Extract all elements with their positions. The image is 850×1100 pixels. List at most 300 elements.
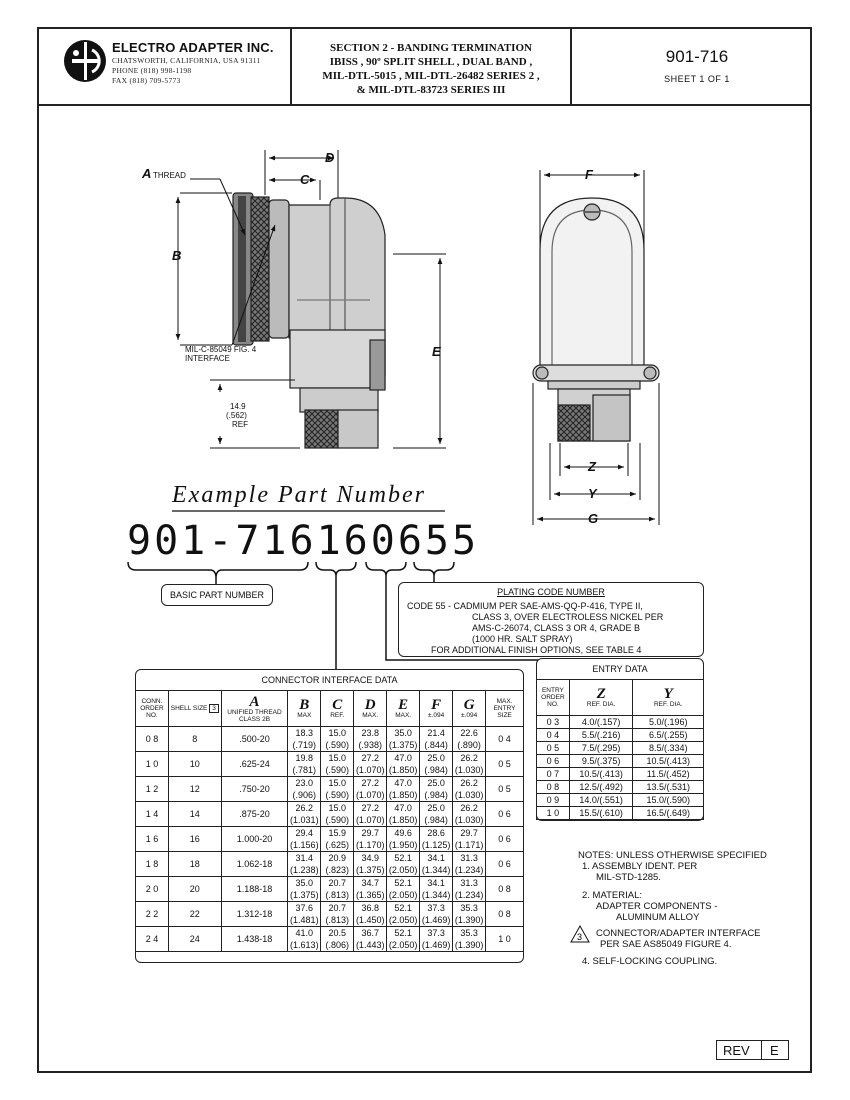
table-title: CONNECTOR INTERFACE DATA — [261, 675, 398, 685]
cell-in: (1.613) — [290, 940, 319, 950]
cell-mm: 23.0 — [295, 778, 314, 788]
cell — [420, 902, 453, 927]
cell-mm: 36.8 — [361, 903, 379, 913]
cell: 1.438-18 — [221, 927, 288, 952]
cell: 11.5/(.452) — [633, 768, 704, 781]
cell-in: (.719) — [292, 740, 317, 750]
cell-in: (1.469) — [421, 940, 451, 950]
note-line: 4. SELF-LOCKING COUPLING. — [582, 956, 718, 967]
cell — [288, 877, 321, 902]
cell-mm: 21.4 — [427, 728, 445, 738]
cell-mm: 41.0 — [295, 928, 314, 938]
cell-in: (2.050) — [388, 865, 418, 875]
table-row — [136, 752, 524, 777]
cell-mm: 25.0 — [427, 778, 445, 788]
cell-mm: 26.2 — [460, 753, 478, 763]
cell-mm: 15.9 — [328, 828, 347, 838]
cell-in: (1.450) — [355, 915, 385, 925]
cell-in: (.781) — [292, 765, 317, 775]
cell: 0 4 — [537, 729, 570, 742]
cell — [354, 902, 387, 927]
cell-mm: 15.0 — [328, 803, 347, 813]
cell-in: (.984) — [424, 790, 448, 800]
cell-in: (.590) — [325, 765, 350, 775]
plating-code-box — [398, 582, 704, 657]
col-letter: C — [332, 697, 343, 713]
table-row — [136, 852, 524, 877]
col-b-header — [288, 691, 321, 727]
cell-in: (1.850) — [388, 790, 418, 800]
table-row — [537, 807, 704, 820]
cell — [420, 777, 453, 802]
cell-in: (1.850) — [388, 815, 418, 825]
cell-mm: 36.7 — [361, 928, 379, 938]
note-line: CONNECTOR/ADAPTER INTERFACE — [596, 928, 761, 939]
ref-dim: 14.9 — [230, 402, 246, 411]
table-row — [136, 877, 524, 902]
cell-mm: 26.2 — [295, 803, 314, 813]
cell: 12 — [168, 777, 221, 802]
note-triangle-icon — [570, 925, 590, 943]
plating-line: AMS-C-26074, CLASS 3 OR 4, GRADE B — [472, 623, 641, 633]
cell-in: (1.234) — [454, 865, 484, 875]
note-triangle-icon: 3 — [209, 704, 219, 713]
cell: 16 — [168, 827, 221, 852]
cell: 1 0 — [136, 752, 169, 777]
cell: 9.5/(.375) — [569, 755, 633, 768]
cell: 0 8 — [486, 902, 524, 927]
cell — [387, 902, 420, 927]
col-sub: REF. DIA. — [653, 701, 683, 708]
cell: 0 7 — [537, 768, 570, 781]
revision-block — [716, 1040, 789, 1060]
table-row — [537, 794, 704, 807]
company-phone: PHONE (818) 998-1198 — [112, 66, 192, 75]
cell-mm: 20.7 — [328, 903, 347, 913]
cell — [387, 777, 420, 802]
cell-mm: 26.2 — [460, 778, 478, 788]
cell-mm: 52.1 — [394, 878, 412, 888]
cell: 2 2 — [136, 902, 169, 927]
cell: .875-20 — [221, 802, 288, 827]
table-row — [136, 777, 524, 802]
cell-mm: 25.0 — [427, 753, 445, 763]
cell-mm: 23.8 — [361, 728, 379, 738]
col-sub: MAX — [297, 712, 312, 719]
col-sub: MAX. — [362, 712, 379, 719]
table-row — [537, 755, 704, 768]
col-letter: A — [249, 693, 260, 710]
shell-size-label: SHELL SIZE — [170, 705, 208, 712]
cell — [288, 852, 321, 877]
col-letter: G — [463, 697, 475, 713]
cell: 0 8 — [486, 877, 524, 902]
ref-dim: REF — [232, 420, 248, 429]
cell-mm: 49.6 — [394, 828, 412, 838]
cell — [321, 802, 354, 827]
col-a-header — [221, 691, 288, 727]
table-row — [537, 781, 704, 794]
cell — [453, 927, 486, 952]
cell: 1 6 — [136, 827, 169, 852]
col-sub: REF. — [330, 712, 345, 719]
col-g-header — [453, 691, 486, 727]
example-title: Example Part Number — [172, 482, 426, 508]
cell — [387, 877, 420, 902]
cell: 8 — [168, 727, 221, 752]
cell-in: (1.375) — [355, 865, 385, 875]
cell-in: (1.375) — [388, 740, 418, 750]
table-row — [537, 729, 704, 742]
cell-in: (1.390) — [454, 915, 484, 925]
cell: 0 4 — [486, 727, 524, 752]
cell: 2 0 — [136, 877, 169, 902]
cell: 0 8 — [537, 781, 570, 794]
plating-line: (1000 HR. SALT SPRAY) — [472, 634, 573, 644]
cell: 10.5/(.413) — [633, 755, 704, 768]
cell: 10 — [168, 752, 221, 777]
table-row — [136, 727, 524, 752]
cell: 20 — [168, 877, 221, 902]
section-title-line: & MIL-DTL-83723 SERIES III — [356, 84, 506, 96]
cell — [321, 827, 354, 852]
cell — [387, 927, 420, 952]
cell-mm: 20.7 — [328, 878, 347, 888]
cell — [288, 727, 321, 752]
cell-mm: 19.8 — [295, 753, 314, 763]
cell-in: (.984) — [424, 815, 448, 825]
cell — [288, 827, 321, 852]
cell-mm: 35.0 — [394, 728, 412, 738]
cell: 1 4 — [136, 802, 169, 827]
cell: .750-20 — [221, 777, 288, 802]
dim-label: C — [300, 172, 310, 187]
col-letter: D — [364, 697, 376, 713]
cell-mm: 35.0 — [295, 878, 314, 888]
cell: 1 0 — [486, 927, 524, 952]
cell — [453, 777, 486, 802]
cell: 14.0/(.551) — [569, 794, 633, 807]
cell: 4.0/(.157) — [569, 716, 633, 729]
dim-label: G — [588, 511, 599, 526]
col-sub: REF. DIA. — [586, 701, 616, 708]
company-name: ELECTRO ADAPTER INC. — [112, 40, 274, 55]
cell: 10.5/(.413) — [569, 768, 633, 781]
col-shell-header — [168, 691, 221, 727]
cell — [321, 852, 354, 877]
cell-in: (2.050) — [388, 940, 418, 950]
cell-in: (1.375) — [290, 890, 319, 900]
cell — [321, 752, 354, 777]
col-conn-header: CONN. ORDER NO. — [136, 691, 169, 727]
plating-line: FOR ADDITIONAL FINISH OPTIONS, SEE TABLE 4 — [431, 645, 642, 655]
cell — [354, 827, 387, 852]
cell-in: (.806) — [325, 940, 350, 950]
svg-text:3: 3 — [577, 932, 583, 942]
cell — [453, 877, 486, 902]
cell-mm: 29.7 — [460, 828, 478, 838]
note-line: 2. MATERIAL: — [582, 890, 643, 901]
thread-label: THREAD — [153, 171, 186, 180]
cell: 16.5/(.649) — [633, 807, 704, 820]
cell: 6.5/(.255) — [633, 729, 704, 742]
cell — [387, 727, 420, 752]
section-title-line: SECTION 2 - BANDING TERMINATION — [330, 42, 532, 54]
cell-in: (.590) — [325, 790, 350, 800]
cell-in: (1.125) — [421, 840, 451, 850]
cell-mm: 15.0 — [328, 728, 347, 738]
cell-mm: 37.6 — [295, 903, 314, 913]
cell — [354, 777, 387, 802]
cell — [453, 727, 486, 752]
cell — [420, 827, 453, 852]
dim-label: Z — [588, 459, 596, 474]
cell-mm: 27.2 — [361, 753, 379, 763]
cell-in: (1.171) — [454, 840, 484, 850]
cell-in: (1.390) — [454, 940, 484, 950]
cell-mm: 35.3 — [460, 903, 478, 913]
cell-mm: 34.9 — [361, 853, 379, 863]
plating-line: CLASS 3, OVER ELECTROLESS NICKEL PER — [472, 612, 664, 622]
cell — [321, 927, 354, 952]
cell-in: (1.031) — [290, 815, 319, 825]
cell-mm: 25.0 — [427, 803, 445, 813]
cell: 1.000-20 — [221, 827, 288, 852]
col-entry-order-header: ENTRY ORDER NO. — [537, 680, 570, 716]
note-line: MIL-STD-1285. — [596, 872, 661, 883]
table-row — [136, 927, 524, 952]
cell-mm: 22.6 — [460, 728, 478, 738]
cell: 0 9 — [537, 794, 570, 807]
rev-label: REV — [723, 1043, 750, 1058]
cell — [288, 802, 321, 827]
cell — [288, 902, 321, 927]
cell — [354, 927, 387, 952]
cell — [453, 802, 486, 827]
notes — [578, 850, 767, 967]
cell-in: (1.030) — [454, 765, 484, 775]
dim-label: A — [142, 166, 152, 181]
col-letter: Y — [663, 686, 673, 702]
document-number: 901-716 — [665, 47, 729, 66]
col-letter: E — [398, 697, 409, 713]
cell: 14 — [168, 802, 221, 827]
cell-in: (1.156) — [290, 840, 319, 850]
cell: 0 6 — [537, 755, 570, 768]
cell: 0 5 — [537, 742, 570, 755]
dim-label: B — [172, 248, 182, 263]
cell — [387, 752, 420, 777]
company-address: CHATSWORTH, CALIFORNIA, USA 91311 — [112, 56, 261, 65]
cell-in: (1.170) — [355, 840, 385, 850]
cell: 24 — [168, 927, 221, 952]
company-fax: FAX (818) 709-5773 — [112, 76, 181, 85]
cell: 0 3 — [537, 716, 570, 729]
table-row — [537, 768, 704, 781]
cell: 0 5 — [486, 777, 524, 802]
cell-mm: 52.1 — [394, 903, 412, 913]
cell — [453, 827, 486, 852]
cell-in: (.984) — [424, 765, 448, 775]
note-line: ADAPTER COMPONENTS - — [596, 901, 718, 912]
col-letter: B — [299, 697, 310, 713]
plating-line: CODE 55 - CADMIUM PER SAE-AMS-QQ-P-416, TYPE II, — [407, 601, 643, 611]
table-header-row — [537, 680, 704, 716]
cell-in: (1.234) — [454, 890, 484, 900]
cell: 5.0/(.196) — [633, 716, 704, 729]
cell — [420, 852, 453, 877]
cell-in: (.590) — [325, 815, 350, 825]
col-letter: Z — [596, 686, 606, 702]
cell — [288, 927, 321, 952]
cell-mm: 18.3 — [295, 728, 314, 738]
cell-mm: 35.3 — [460, 928, 478, 938]
cell: 1.062-18 — [221, 852, 288, 877]
cell: 0 6 — [486, 827, 524, 852]
cell — [354, 802, 387, 827]
cell: 12.5/(.492) — [569, 781, 633, 794]
dim-label: F — [585, 167, 593, 182]
cell-mm: 47.0 — [394, 803, 412, 813]
col-sub: MAX. — [395, 712, 412, 719]
col-entry-header: MAX. ENTRY SIZE — [486, 691, 524, 727]
cell: 0 8 — [136, 727, 169, 752]
entry-data-table — [536, 658, 704, 821]
cell — [420, 727, 453, 752]
cell: 13.5/(.531) — [633, 781, 704, 794]
table-row — [537, 742, 704, 755]
cell: 22 — [168, 902, 221, 927]
cell — [288, 777, 321, 802]
cell-in: (2.050) — [388, 890, 418, 900]
cell-mm: 47.0 — [394, 753, 412, 763]
cell-mm: 31.3 — [460, 853, 478, 863]
cell-in: (1.070) — [355, 815, 385, 825]
cell-in: (.906) — [292, 790, 317, 800]
cell-mm: 47.0 — [394, 778, 412, 788]
section-title-line: MIL-DTL-5015 , MIL-DTL-26482 SERIES 2 , — [322, 70, 540, 82]
note-line: 1. ASSEMBLY IDENT. PER — [582, 861, 698, 872]
cell — [288, 752, 321, 777]
cell — [420, 877, 453, 902]
cell-mm: 31.3 — [460, 878, 478, 888]
cell-mm: 20.5 — [328, 928, 347, 938]
cell — [354, 852, 387, 877]
col-sub: UNIFIED THREAD CLASS 2B — [227, 708, 282, 723]
cell — [321, 777, 354, 802]
cell: 5.5/(.216) — [569, 729, 633, 742]
cell-in: (.590) — [325, 740, 350, 750]
col-f-header — [420, 691, 453, 727]
table-row — [136, 902, 524, 927]
cell-mm: 15.0 — [328, 753, 347, 763]
plating-title: PLATING CODE NUMBER — [497, 587, 605, 597]
cell-in: (1.481) — [290, 915, 319, 925]
cell-in: (1.070) — [355, 765, 385, 775]
cell-mm: 52.1 — [394, 928, 412, 938]
cell-in: (1.365) — [355, 890, 385, 900]
cell: 0 6 — [486, 852, 524, 877]
cell — [453, 852, 486, 877]
cell: 7.5/(.295) — [569, 742, 633, 755]
cell — [354, 752, 387, 777]
cell: 1.188-18 — [221, 877, 288, 902]
cell-in: (1.850) — [388, 765, 418, 775]
cell-mm: 31.4 — [295, 853, 314, 863]
table-row — [136, 827, 524, 852]
cell: 1 2 — [136, 777, 169, 802]
cell — [321, 727, 354, 752]
cell — [321, 902, 354, 927]
dim-label: E — [432, 344, 441, 359]
cell: 2 4 — [136, 927, 169, 952]
cell: 0 6 — [486, 802, 524, 827]
cell — [453, 752, 486, 777]
cell — [387, 852, 420, 877]
interface-label: INTERFACE — [185, 354, 230, 363]
cell-in: (1.344) — [421, 865, 451, 875]
cell-mm: 15.0 — [328, 778, 347, 788]
cell-in: (1.469) — [421, 915, 451, 925]
cell: .500-20 — [221, 727, 288, 752]
cell-in: (2.050) — [388, 915, 418, 925]
cell-in: (1.238) — [290, 865, 319, 875]
cell-mm: 29.4 — [295, 828, 314, 838]
connector-interface-table — [135, 669, 524, 963]
cell: 8.5/(.334) — [633, 742, 704, 755]
cell-in: (.813) — [325, 915, 350, 925]
ref-dim: (.562) — [226, 411, 247, 420]
cell: 0 5 — [486, 752, 524, 777]
cell-mm: 29.7 — [361, 828, 379, 838]
cell — [354, 877, 387, 902]
cell-mm: 34.1 — [427, 878, 445, 888]
cell: .625-24 — [221, 752, 288, 777]
cell-in: (1.070) — [355, 790, 385, 800]
col-sub: ±.094 — [461, 712, 478, 719]
cell — [387, 827, 420, 852]
cell — [420, 752, 453, 777]
col-letter: F — [431, 697, 442, 713]
cell — [420, 927, 453, 952]
cell — [354, 727, 387, 752]
cell-in: (1.344) — [421, 890, 451, 900]
cell-in: (.823) — [325, 865, 350, 875]
cell-in: (.625) — [325, 840, 350, 850]
table-header-row — [136, 691, 524, 727]
sheet-number: SHEET 1 OF 1 — [664, 74, 730, 84]
cell: 1 0 — [537, 807, 570, 820]
col-z-header — [569, 680, 633, 716]
cell-mm: 20.9 — [328, 853, 347, 863]
cell-mm: 37.3 — [427, 928, 445, 938]
cell-in: (.844) — [424, 740, 448, 750]
cell-mm: 26.2 — [460, 803, 478, 813]
dim-label: D — [325, 150, 335, 165]
cell-mm: 27.2 — [361, 803, 379, 813]
cell-in: (1.950) — [388, 840, 418, 850]
basic-part-number-label: BASIC PART NUMBER — [161, 584, 273, 606]
cell-in: (1.030) — [454, 815, 484, 825]
cell-mm: 28.6 — [427, 828, 445, 838]
cell-in: (1.443) — [355, 940, 385, 950]
col-d-header — [354, 691, 387, 727]
col-e-header — [387, 691, 420, 727]
cell: 15.0/(.590) — [633, 794, 704, 807]
cell-in: (.890) — [457, 740, 481, 750]
cell-in: (1.030) — [454, 790, 484, 800]
cell-mm: 52.1 — [394, 853, 412, 863]
